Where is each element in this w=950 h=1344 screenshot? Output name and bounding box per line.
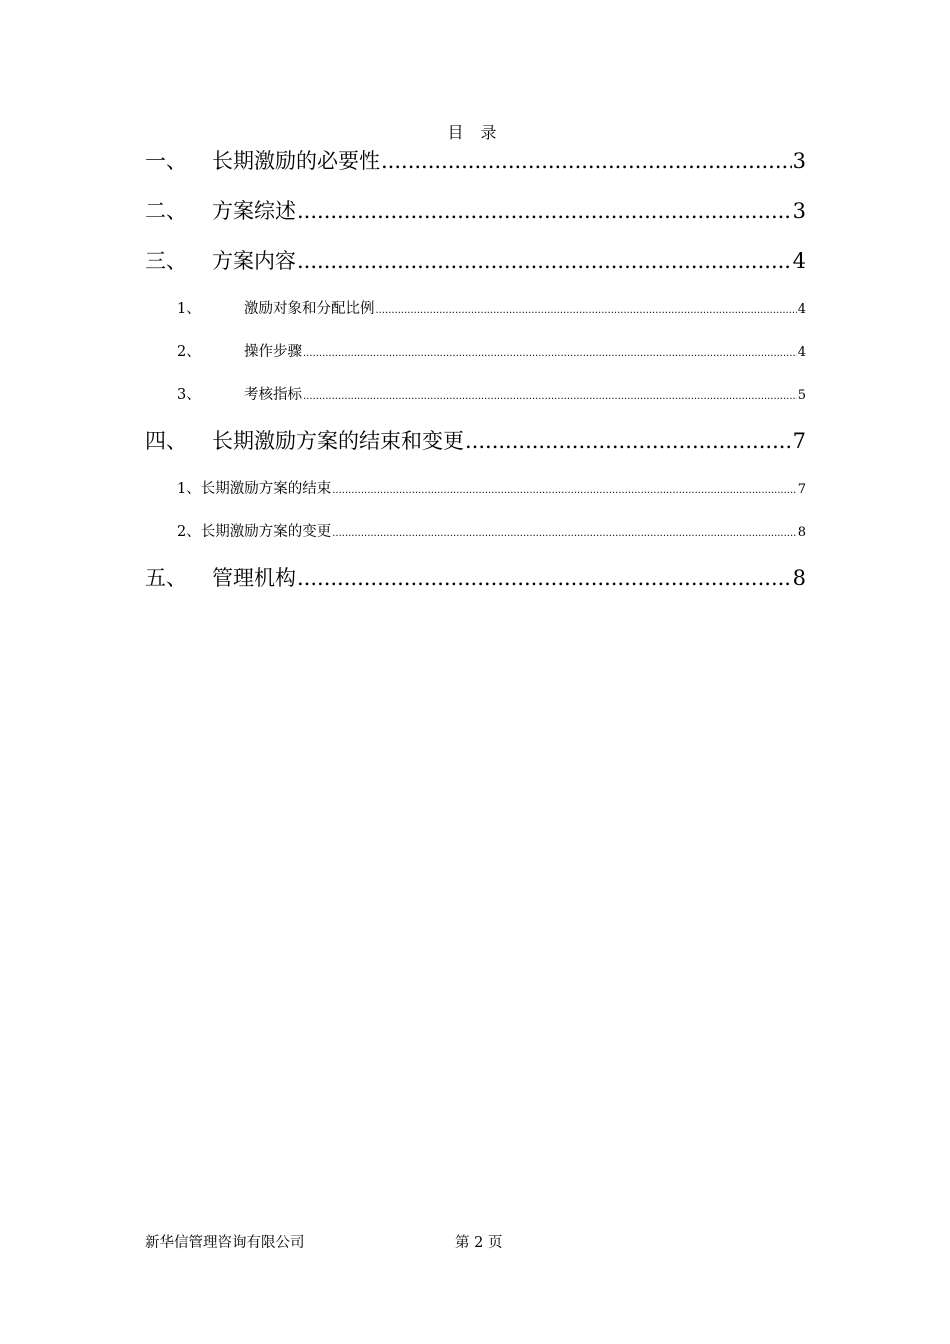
toc-subentry-steps[interactable] bbox=[177, 340, 806, 361]
toc-entry-number: 三、 bbox=[145, 249, 187, 273]
toc-entry-page: 4 bbox=[797, 302, 806, 317]
toc-entry-content[interactable] bbox=[145, 245, 806, 275]
toc-entry-label: 方案内容 bbox=[212, 249, 296, 273]
toc-entry-label: 管理机构 bbox=[212, 566, 296, 590]
toc-entry-page: 8 bbox=[792, 566, 806, 590]
toc-entry-label: 长期激励方案的结束和变更 bbox=[212, 429, 464, 453]
toc-entry-overview[interactable] bbox=[145, 195, 806, 225]
toc-entry-number: 3、 bbox=[177, 387, 201, 403]
toc-entry-page: 5 bbox=[797, 388, 806, 403]
toc-subentry-plan-end[interactable] bbox=[177, 477, 806, 498]
toc-dot-leader bbox=[303, 348, 797, 359]
toc-entry-page: 4 bbox=[792, 249, 806, 273]
toc-dot-leader bbox=[376, 305, 797, 316]
footer-company: 新华信管理咨询有限公司 bbox=[145, 1235, 305, 1251]
toc-subentry-targets[interactable] bbox=[177, 297, 806, 318]
toc-dot-leader bbox=[381, 149, 792, 173]
toc-entry-page: 3 bbox=[792, 199, 806, 223]
toc-dot-leader bbox=[303, 391, 797, 402]
toc-entry-number: 2、 bbox=[177, 344, 201, 360]
toc-entry-page: 7 bbox=[797, 482, 806, 497]
toc-entry-label: 1、长期激励方案的结束 bbox=[177, 481, 332, 497]
toc-entry-page: 7 bbox=[792, 429, 806, 453]
toc-entry-number: 一、 bbox=[145, 149, 187, 173]
toc-subentry-plan-change[interactable] bbox=[177, 520, 806, 541]
toc-dot-leader bbox=[297, 199, 792, 223]
toc-entry-end-and-change[interactable] bbox=[145, 425, 806, 455]
toc-dot-leader bbox=[297, 566, 792, 590]
toc-entry-page: 8 bbox=[797, 525, 806, 540]
toc-dot-leader bbox=[465, 429, 792, 453]
toc-subentry-kpi[interactable] bbox=[177, 383, 806, 404]
toc-entry-page: 4 bbox=[797, 345, 806, 360]
footer-page-number: 第 2 页 bbox=[455, 1235, 503, 1251]
toc-entry-management[interactable] bbox=[145, 562, 806, 592]
toc-dot-leader bbox=[332, 485, 796, 496]
toc-dot-leader bbox=[332, 528, 796, 539]
toc-entry-label: 长期激励的必要性 bbox=[212, 149, 380, 173]
toc-entry-label: 2、长期激励方案的变更 bbox=[177, 524, 332, 540]
toc-entry-page: 3 bbox=[792, 149, 806, 173]
toc-entry-label: 操作步骤 bbox=[244, 344, 302, 360]
toc-entry-necessity[interactable] bbox=[145, 145, 806, 175]
toc-title: 目 录 bbox=[447, 123, 503, 142]
toc-entry-label: 激励对象和分配比例 bbox=[244, 301, 375, 317]
toc-entry-number: 五、 bbox=[145, 566, 187, 590]
toc-entry-number: 1、 bbox=[177, 301, 201, 317]
toc-entry-label: 考核指标 bbox=[244, 387, 302, 403]
toc-entry-number: 二、 bbox=[145, 199, 187, 223]
toc-entry-label: 方案综述 bbox=[212, 199, 296, 223]
toc-dot-leader bbox=[297, 249, 792, 273]
toc-entry-number: 四、 bbox=[145, 429, 187, 453]
